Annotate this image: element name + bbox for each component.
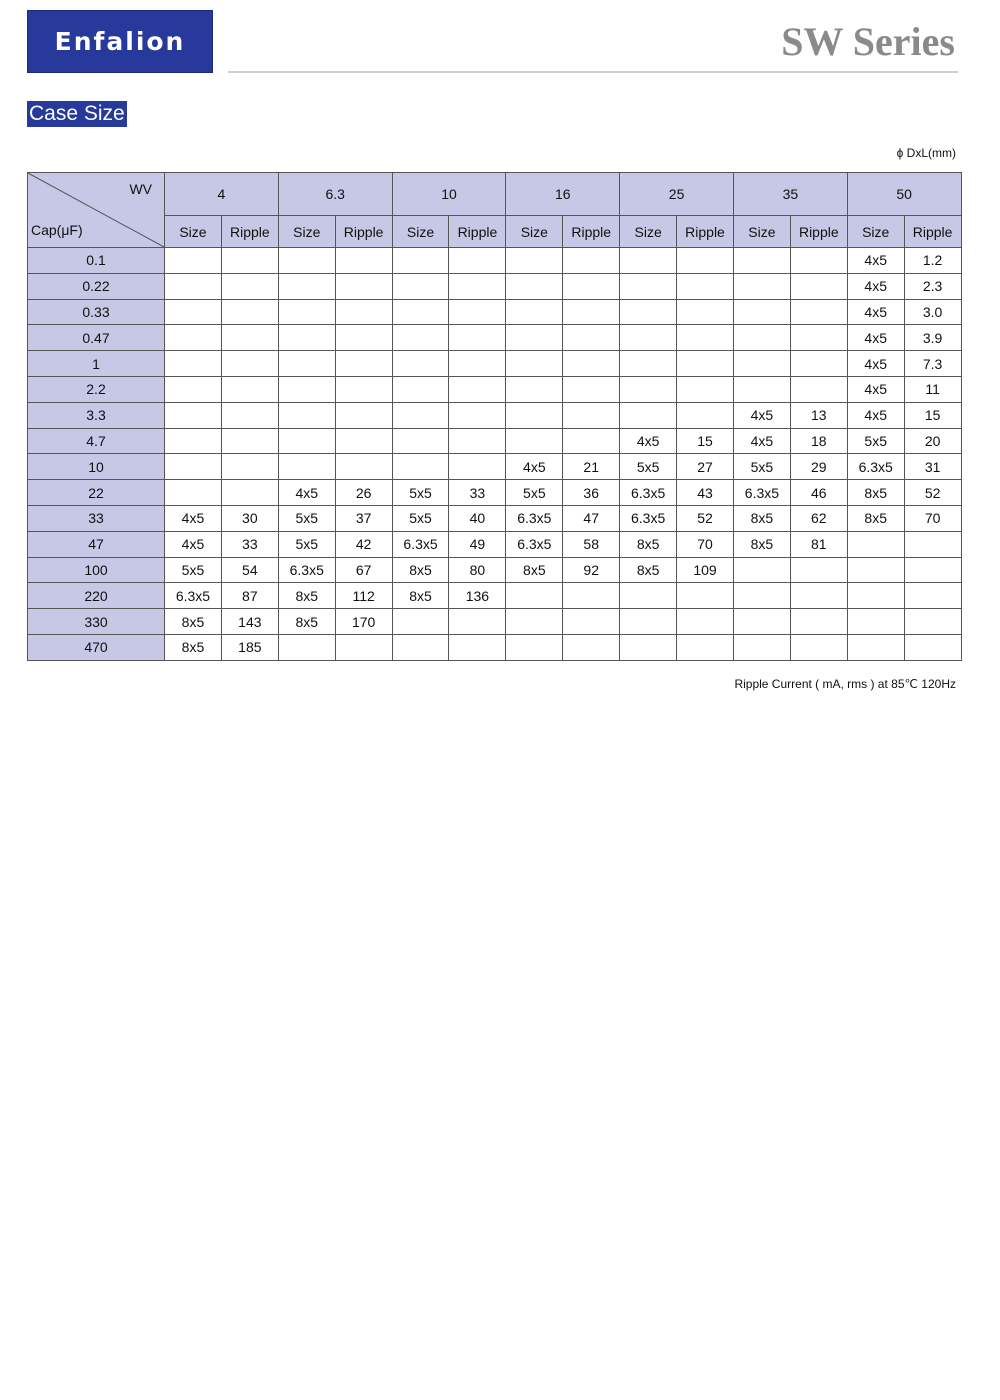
ripple-cell [449, 351, 506, 377]
ripple-cell: 36 [563, 480, 620, 506]
size-subheader: Size [165, 216, 222, 248]
ripple-cell: 185 [221, 634, 278, 660]
ripple-cell: 70 [904, 505, 961, 531]
ripple-cell [221, 351, 278, 377]
ripple-cell [677, 273, 734, 299]
capacitance-cell: 47 [28, 531, 165, 557]
size-cell [278, 428, 335, 454]
ripple-cell [221, 480, 278, 506]
size-cell [165, 248, 222, 274]
size-cell: 4x5 [847, 299, 904, 325]
size-cell [733, 325, 790, 351]
size-cell: 4x5 [847, 402, 904, 428]
size-cell [620, 402, 677, 428]
size-cell [392, 402, 449, 428]
table-row [28, 480, 962, 506]
ripple-cell: 26 [335, 480, 392, 506]
capacitance-cell: 22 [28, 480, 165, 506]
ripple-cell [221, 248, 278, 274]
size-cell [165, 402, 222, 428]
size-cell: 8x5 [847, 505, 904, 531]
ripple-cell [790, 273, 847, 299]
ripple-cell [677, 609, 734, 635]
ripple-cell [563, 325, 620, 351]
size-cell: 5x5 [392, 505, 449, 531]
ripple-subheader: Ripple [563, 216, 620, 248]
size-cell: 8x5 [165, 634, 222, 660]
ripple-cell: 52 [677, 505, 734, 531]
wv-label: WV [129, 181, 152, 197]
size-cell: 6.3x5 [733, 480, 790, 506]
ripple-cell [677, 583, 734, 609]
ripple-cell [563, 428, 620, 454]
size-cell [278, 454, 335, 480]
capacitance-cell: 3.3 [28, 402, 165, 428]
ripple-cell: 27 [677, 454, 734, 480]
size-subheader: Size [392, 216, 449, 248]
size-cell [392, 634, 449, 660]
table-row [28, 634, 962, 660]
ripple-footnote: Ripple Current ( mA, rms ) at 85℃ 120Hz [734, 677, 956, 691]
voltage-header: 16 [506, 173, 620, 216]
ripple-cell: 2.3 [904, 273, 961, 299]
ripple-cell [904, 557, 961, 583]
size-cell: 6.3x5 [392, 531, 449, 557]
size-cell [847, 583, 904, 609]
ripple-cell [563, 402, 620, 428]
table-row [28, 376, 962, 402]
table-row [28, 557, 962, 583]
capacitance-cell: 33 [28, 505, 165, 531]
capacitance-cell: 2.2 [28, 376, 165, 402]
table-row [28, 273, 962, 299]
ripple-cell [790, 634, 847, 660]
voltage-header: 10 [392, 173, 506, 216]
table-row [28, 299, 962, 325]
size-cell [392, 454, 449, 480]
size-cell: 6.3x5 [506, 531, 563, 557]
ripple-cell [449, 376, 506, 402]
ripple-cell [677, 402, 734, 428]
ripple-subheader: Ripple [790, 216, 847, 248]
table-row [28, 428, 962, 454]
size-subheader: Size [506, 216, 563, 248]
size-subheader: Size [733, 216, 790, 248]
ripple-cell [677, 248, 734, 274]
ripple-cell: 81 [790, 531, 847, 557]
size-cell [506, 583, 563, 609]
size-cell [506, 428, 563, 454]
size-cell [506, 299, 563, 325]
ripple-cell [449, 428, 506, 454]
ripple-cell [904, 531, 961, 557]
size-cell [392, 428, 449, 454]
ripple-cell: 7.3 [904, 351, 961, 377]
table-row [28, 583, 962, 609]
ripple-cell: 40 [449, 505, 506, 531]
table-row [28, 531, 962, 557]
ripple-cell [221, 299, 278, 325]
size-cell [506, 634, 563, 660]
size-cell: 8x5 [278, 609, 335, 635]
size-cell [620, 609, 677, 635]
ripple-cell [449, 402, 506, 428]
size-cell [847, 557, 904, 583]
size-cell: 8x5 [278, 583, 335, 609]
ripple-cell [335, 248, 392, 274]
ripple-cell [335, 325, 392, 351]
ripple-cell [563, 376, 620, 402]
ripple-cell [221, 325, 278, 351]
size-cell [165, 480, 222, 506]
ripple-cell: 21 [563, 454, 620, 480]
size-cell [506, 609, 563, 635]
size-cell: 6.3x5 [620, 480, 677, 506]
size-cell [506, 325, 563, 351]
capacitance-cell: 1 [28, 351, 165, 377]
size-cell: 5x5 [733, 454, 790, 480]
ripple-cell: 136 [449, 583, 506, 609]
ripple-cell [790, 325, 847, 351]
ripple-cell [221, 376, 278, 402]
ripple-cell [335, 634, 392, 660]
ripple-cell [335, 402, 392, 428]
size-cell [278, 299, 335, 325]
ripple-cell [790, 299, 847, 325]
ripple-cell [449, 299, 506, 325]
size-cell [506, 376, 563, 402]
size-cell: 4x5 [847, 376, 904, 402]
table-row [28, 505, 962, 531]
size-cell: 4x5 [847, 325, 904, 351]
size-cell [392, 325, 449, 351]
ripple-subheader: Ripple [221, 216, 278, 248]
ripple-cell: 47 [563, 505, 620, 531]
size-cell: 6.3x5 [847, 454, 904, 480]
size-cell [733, 609, 790, 635]
ripple-cell: 15 [904, 402, 961, 428]
capacitance-cell: 10 [28, 454, 165, 480]
series-title: SW Series [781, 19, 955, 64]
size-cell: 8x5 [165, 609, 222, 635]
size-cell: 4x5 [620, 428, 677, 454]
enfalion-logo: Enfalion [27, 10, 213, 73]
voltage-header: 50 [847, 173, 961, 216]
size-cell: 5x5 [278, 505, 335, 531]
ripple-subheader: Ripple [335, 216, 392, 248]
size-cell: 4x5 [847, 248, 904, 274]
size-cell [392, 248, 449, 274]
table-row [28, 248, 962, 274]
size-cell [620, 248, 677, 274]
size-cell [733, 557, 790, 583]
ripple-cell [449, 454, 506, 480]
size-cell: 5x5 [506, 480, 563, 506]
ripple-cell: 80 [449, 557, 506, 583]
size-cell [165, 299, 222, 325]
ripple-subheader: Ripple [449, 216, 506, 248]
size-cell [620, 351, 677, 377]
ripple-cell: 18 [790, 428, 847, 454]
ripple-cell [790, 583, 847, 609]
ripple-cell: 33 [221, 531, 278, 557]
ripple-cell: 11 [904, 376, 961, 402]
capacitance-cell: 220 [28, 583, 165, 609]
size-cell: 4x5 [278, 480, 335, 506]
ripple-cell: 143 [221, 609, 278, 635]
size-cell [165, 454, 222, 480]
ripple-cell [563, 273, 620, 299]
size-cell [733, 634, 790, 660]
case-size-table [27, 172, 962, 661]
ripple-cell: 3.0 [904, 299, 961, 325]
size-cell [620, 583, 677, 609]
size-subheader: Size [620, 216, 677, 248]
ripple-cell: 52 [904, 480, 961, 506]
size-cell [506, 402, 563, 428]
voltage-header: 25 [620, 173, 734, 216]
size-cell: 5x5 [620, 454, 677, 480]
ripple-cell [904, 583, 961, 609]
size-cell: 8x5 [506, 557, 563, 583]
voltage-header: 6.3 [278, 173, 392, 216]
header-divider [228, 71, 958, 73]
ripple-cell: 112 [335, 583, 392, 609]
voltage-header: 35 [733, 173, 847, 216]
ripple-cell: 29 [790, 454, 847, 480]
ripple-cell [449, 634, 506, 660]
size-cell: 8x5 [847, 480, 904, 506]
size-cell [165, 428, 222, 454]
ripple-cell [677, 634, 734, 660]
ripple-cell [335, 351, 392, 377]
ripple-cell: 3.9 [904, 325, 961, 351]
ripple-cell: 49 [449, 531, 506, 557]
size-cell [733, 248, 790, 274]
size-cell: 6.3x5 [620, 505, 677, 531]
size-cell: 5x5 [847, 428, 904, 454]
ripple-subheader: Ripple [677, 216, 734, 248]
ripple-cell: 31 [904, 454, 961, 480]
size-cell: 8x5 [733, 531, 790, 557]
size-cell [165, 273, 222, 299]
size-subheader: Size [847, 216, 904, 248]
size-cell: 4x5 [847, 273, 904, 299]
ripple-cell [677, 351, 734, 377]
size-cell [278, 273, 335, 299]
size-cell: 4x5 [165, 505, 222, 531]
size-cell: 8x5 [733, 505, 790, 531]
ripple-cell [790, 248, 847, 274]
ripple-cell [335, 428, 392, 454]
size-cell [506, 273, 563, 299]
size-cell [620, 376, 677, 402]
size-cell [733, 273, 790, 299]
ripple-cell [563, 609, 620, 635]
ripple-cell: 92 [563, 557, 620, 583]
size-cell: 5x5 [278, 531, 335, 557]
ripple-cell [904, 634, 961, 660]
size-cell: 6.3x5 [165, 583, 222, 609]
size-cell: 8x5 [392, 583, 449, 609]
ripple-cell: 37 [335, 505, 392, 531]
size-cell [278, 325, 335, 351]
ripple-cell [449, 273, 506, 299]
capacitance-cell: 4.7 [28, 428, 165, 454]
ripple-cell [563, 583, 620, 609]
ripple-cell: 15 [677, 428, 734, 454]
ripple-cell [221, 428, 278, 454]
ripple-cell [335, 299, 392, 325]
ripple-cell [790, 609, 847, 635]
size-cell [847, 531, 904, 557]
size-cell [733, 583, 790, 609]
table-row [28, 325, 962, 351]
ripple-cell: 109 [677, 557, 734, 583]
ripple-cell: 43 [677, 480, 734, 506]
size-cell [392, 273, 449, 299]
ripple-cell [790, 557, 847, 583]
size-cell: 4x5 [165, 531, 222, 557]
ripple-cell: 33 [449, 480, 506, 506]
ripple-cell: 67 [335, 557, 392, 583]
voltage-header: 4 [165, 173, 279, 216]
ripple-cell: 20 [904, 428, 961, 454]
cap-label: Cap(μF) [31, 222, 83, 238]
ripple-cell: 170 [335, 609, 392, 635]
size-cell: 4x5 [847, 351, 904, 377]
ripple-cell [563, 299, 620, 325]
ripple-cell: 70 [677, 531, 734, 557]
ripple-cell [449, 248, 506, 274]
ripple-cell [904, 609, 961, 635]
ripple-cell [563, 351, 620, 377]
size-cell [278, 248, 335, 274]
size-cell: 4x5 [733, 428, 790, 454]
capacitance-cell: 0.47 [28, 325, 165, 351]
size-cell [392, 299, 449, 325]
table-row [28, 609, 962, 635]
size-cell [733, 299, 790, 325]
ripple-cell [221, 273, 278, 299]
capacitance-cell: 100 [28, 557, 165, 583]
ripple-cell [790, 351, 847, 377]
size-cell [733, 351, 790, 377]
size-cell: 6.3x5 [506, 505, 563, 531]
size-cell [847, 634, 904, 660]
table-row [28, 402, 962, 428]
ripple-cell [221, 454, 278, 480]
ripple-cell: 87 [221, 583, 278, 609]
ripple-cell [790, 376, 847, 402]
size-cell: 8x5 [392, 557, 449, 583]
ripple-cell [449, 325, 506, 351]
ripple-cell: 1.2 [904, 248, 961, 274]
ripple-cell [335, 376, 392, 402]
ripple-cell [449, 609, 506, 635]
size-cell [620, 634, 677, 660]
size-cell [165, 351, 222, 377]
size-cell [506, 351, 563, 377]
ripple-subheader: Ripple [904, 216, 961, 248]
size-cell [733, 376, 790, 402]
table-corner-header [28, 173, 165, 248]
section-title: Case Size [29, 102, 125, 125]
ripple-cell [563, 248, 620, 274]
capacitance-cell: 0.22 [28, 273, 165, 299]
size-cell [392, 376, 449, 402]
ripple-cell [677, 299, 734, 325]
size-subheader: Size [278, 216, 335, 248]
capacitance-cell: 470 [28, 634, 165, 660]
ripple-cell [677, 325, 734, 351]
ripple-cell: 30 [221, 505, 278, 531]
ripple-cell: 13 [790, 402, 847, 428]
size-cell: 5x5 [392, 480, 449, 506]
size-cell: 4x5 [733, 402, 790, 428]
table-row [28, 351, 962, 377]
size-cell [620, 273, 677, 299]
capacitance-cell: 330 [28, 609, 165, 635]
capacitance-cell: 0.1 [28, 248, 165, 274]
ripple-cell: 58 [563, 531, 620, 557]
ripple-cell [677, 376, 734, 402]
size-cell: 4x5 [506, 454, 563, 480]
size-cell [278, 351, 335, 377]
ripple-cell: 62 [790, 505, 847, 531]
size-cell [506, 248, 563, 274]
size-cell: 5x5 [165, 557, 222, 583]
size-cell [165, 325, 222, 351]
capacitance-cell: 0.33 [28, 299, 165, 325]
size-cell [165, 376, 222, 402]
ripple-cell: 42 [335, 531, 392, 557]
ripple-cell [335, 273, 392, 299]
size-cell [847, 609, 904, 635]
ripple-cell [563, 634, 620, 660]
size-cell [392, 609, 449, 635]
size-cell [392, 351, 449, 377]
size-cell: 8x5 [620, 531, 677, 557]
ripple-cell [221, 402, 278, 428]
size-cell [278, 376, 335, 402]
table-row [28, 454, 962, 480]
size-cell [620, 325, 677, 351]
unit-note: ϕ DxL(mm) [896, 146, 956, 160]
ripple-cell: 46 [790, 480, 847, 506]
size-cell [278, 634, 335, 660]
ripple-cell: 54 [221, 557, 278, 583]
size-cell: 6.3x5 [278, 557, 335, 583]
size-cell [620, 299, 677, 325]
size-cell: 8x5 [620, 557, 677, 583]
ripple-cell [335, 454, 392, 480]
size-cell [278, 402, 335, 428]
